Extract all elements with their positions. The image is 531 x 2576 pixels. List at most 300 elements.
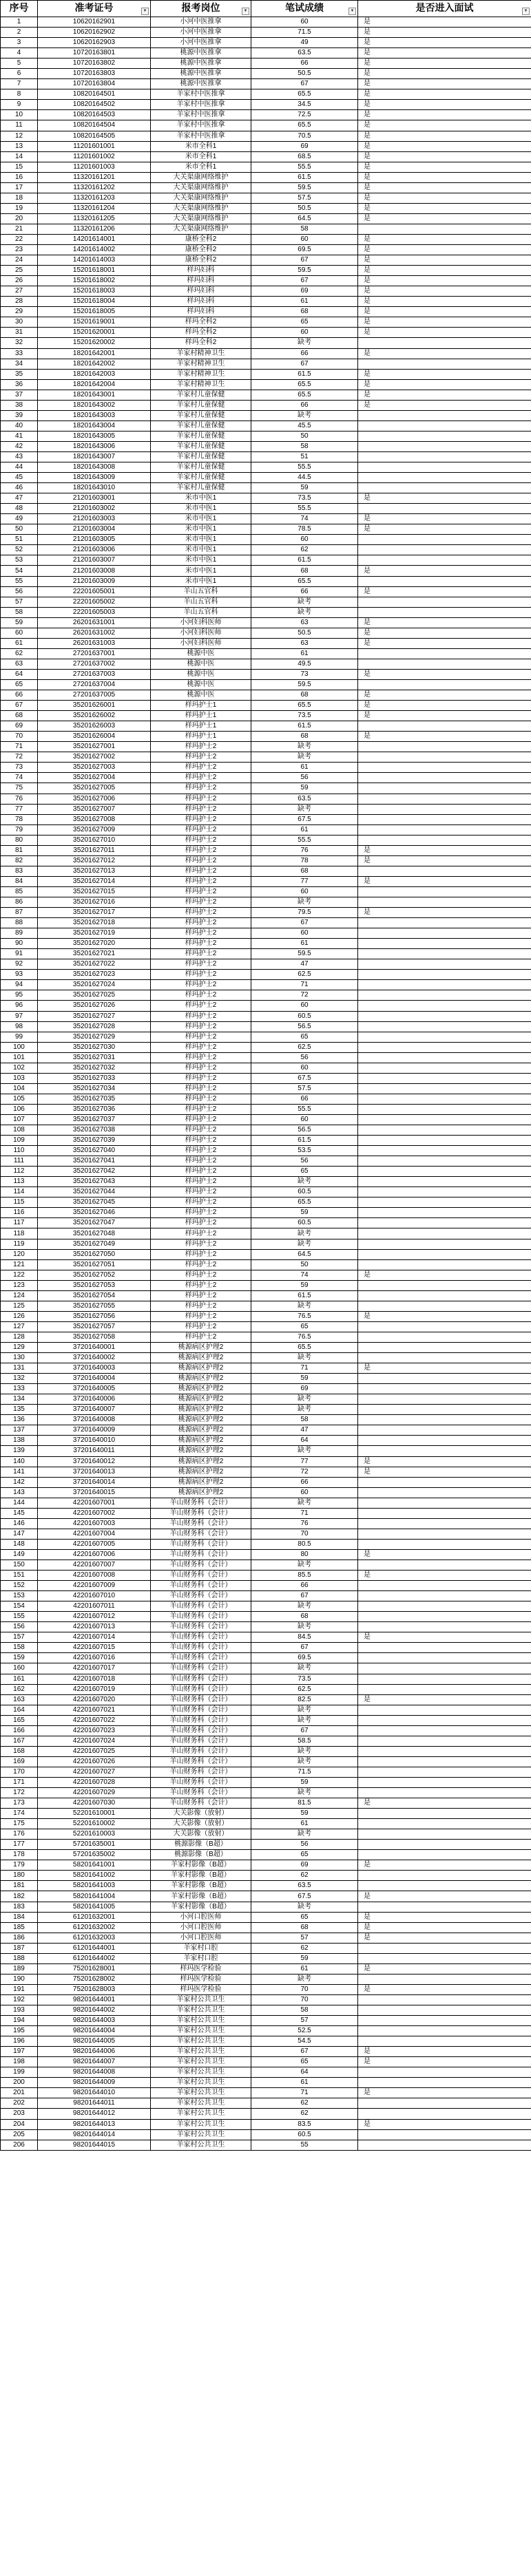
position: 羊家村儿童保健 xyxy=(151,400,251,410)
table-row xyxy=(1,203,531,213)
table-row xyxy=(1,1146,531,1156)
score: 56 xyxy=(251,1156,358,1167)
position: 样玛护士2 xyxy=(151,783,251,794)
col-header-exam-id[interactable] xyxy=(38,1,151,17)
exam-id: 98201644014 xyxy=(38,2129,151,2140)
score: 65.5 xyxy=(251,1343,358,1353)
exam-id: 35201627001 xyxy=(38,742,151,752)
score: 74 xyxy=(251,1270,358,1280)
position: 羊家村公共卫生 xyxy=(151,2067,251,2078)
row-index: 156 xyxy=(1,1622,38,1632)
row-index: 113 xyxy=(1,1177,38,1187)
score: 61 xyxy=(251,648,358,659)
table-row xyxy=(1,69,531,79)
interview-status: 是 xyxy=(358,711,531,721)
exam-id: 42201607004 xyxy=(38,1529,151,1539)
table-row xyxy=(1,348,531,359)
score: 59 xyxy=(251,483,358,493)
row-index: 96 xyxy=(1,1001,38,1011)
row-index: 136 xyxy=(1,1415,38,1425)
exam-id: 58201641001 xyxy=(38,1860,151,1871)
filter-dropdown-icon[interactable]: ▼ xyxy=(348,8,356,15)
row-index: 203 xyxy=(1,2109,38,2119)
score: 58 xyxy=(251,441,358,451)
row-index: 171 xyxy=(1,1777,38,1787)
score: 60 xyxy=(251,328,358,338)
position: 羊山财务科（会计） xyxy=(151,1725,251,1736)
score: 67 xyxy=(251,918,358,928)
table-row xyxy=(1,970,531,980)
position: 羊家村影像（B超） xyxy=(151,1902,251,1912)
row-index: 133 xyxy=(1,1384,38,1394)
table-row xyxy=(1,1218,531,1228)
table-row xyxy=(1,908,531,918)
table-row xyxy=(1,638,531,648)
score: 63 xyxy=(251,617,358,628)
exam-id: 75201628003 xyxy=(38,1984,151,1994)
score: 71.5 xyxy=(251,1767,358,1777)
score: 55.5 xyxy=(251,835,358,845)
position: 羊家村儿童保健 xyxy=(151,441,251,451)
interview-status: 是 xyxy=(358,617,531,628)
interview-status xyxy=(358,1197,531,1208)
exam-id: 35201627058 xyxy=(38,1332,151,1342)
exam-id: 18201643003 xyxy=(38,410,151,421)
interview-status xyxy=(358,1508,531,1518)
table-row xyxy=(1,1508,531,1518)
row-index: 1 xyxy=(1,17,38,28)
exam-id: 98201644013 xyxy=(38,2119,151,2129)
row-index: 50 xyxy=(1,524,38,535)
col-header-position[interactable] xyxy=(151,1,251,17)
position: 样玛护士2 xyxy=(151,908,251,918)
interview-status: 是 xyxy=(358,348,531,359)
position: 羊山财务科（会计） xyxy=(151,1653,251,1663)
interview-status: 是 xyxy=(358,701,531,711)
interview-status xyxy=(358,886,531,897)
score: 71 xyxy=(251,1363,358,1374)
position: 桃源中医推拿 xyxy=(151,79,251,89)
row-index: 102 xyxy=(1,1063,38,1073)
row-index: 55 xyxy=(1,576,38,586)
row-index: 127 xyxy=(1,1321,38,1332)
row-index: 66 xyxy=(1,690,38,701)
score: 50.5 xyxy=(251,628,358,638)
filter-dropdown-icon[interactable]: ▼ xyxy=(522,8,530,15)
position: 大关影像（放射） xyxy=(151,1819,251,1829)
interview-status xyxy=(358,783,531,794)
exam-id: 10620162903 xyxy=(38,38,151,48)
exam-id: 21201603002 xyxy=(38,504,151,514)
position: 羊家村精神卫生 xyxy=(151,348,251,359)
score: 68 xyxy=(251,307,358,317)
score: 66 xyxy=(251,586,358,597)
score: 64.5 xyxy=(251,1249,358,1259)
position: 桃源中医 xyxy=(151,669,251,679)
score: 67 xyxy=(251,1643,358,1653)
row-index: 177 xyxy=(1,1840,38,1850)
row-index: 69 xyxy=(1,721,38,732)
position: 样玛护士2 xyxy=(151,1052,251,1063)
interview-status xyxy=(358,1001,531,1011)
interview-status xyxy=(358,1643,531,1653)
table-row xyxy=(1,1311,531,1321)
position: 桃源病区护理2 xyxy=(151,1415,251,1425)
exam-id: 42201607001 xyxy=(38,1498,151,1508)
interview-status xyxy=(358,2026,531,2036)
row-index: 22 xyxy=(1,234,38,244)
position: 羊山财务科（会计） xyxy=(151,1715,251,1725)
row-index: 24 xyxy=(1,255,38,266)
score: 68 xyxy=(251,566,358,576)
score: 60.5 xyxy=(251,1218,358,1228)
row-index: 167 xyxy=(1,1736,38,1746)
row-index: 193 xyxy=(1,2005,38,2016)
position: 米市全科1 xyxy=(151,141,251,151)
position: 样玛护士2 xyxy=(151,1311,251,1321)
col-header-position-label: 报考岗位 xyxy=(181,3,220,14)
exam-id: 18201642003 xyxy=(38,369,151,379)
row-index: 125 xyxy=(1,1301,38,1311)
row-index: 159 xyxy=(1,1653,38,1663)
interview-status xyxy=(358,1663,531,1674)
interview-status: 是 xyxy=(358,38,531,48)
table-row xyxy=(1,1653,531,1663)
score: 73.5 xyxy=(251,1674,358,1684)
interview-status: 是 xyxy=(358,131,531,141)
row-index: 19 xyxy=(1,203,38,213)
interview-status xyxy=(358,939,531,949)
score: 62 xyxy=(251,545,358,555)
position: 羊山财务科（会计） xyxy=(151,1601,251,1612)
position: 羊山财务科（会计） xyxy=(151,1549,251,1560)
row-index: 14 xyxy=(1,151,38,162)
position: 样玛护士2 xyxy=(151,1218,251,1228)
score: 55.5 xyxy=(251,462,358,473)
score: 56.5 xyxy=(251,1021,358,1032)
row-index: 63 xyxy=(1,659,38,669)
row-index: 95 xyxy=(1,990,38,1001)
table-row xyxy=(1,659,531,669)
interview-status: 是 xyxy=(358,17,531,28)
position: 小河中医推拿 xyxy=(151,38,251,48)
interview-status: 是 xyxy=(358,1571,531,1581)
interview-status: 是 xyxy=(358,2119,531,2129)
table-row xyxy=(1,1850,531,1860)
table-row xyxy=(1,1871,531,1881)
row-index: 17 xyxy=(1,182,38,193)
interview-status xyxy=(358,1974,531,1984)
position: 小河妇科医师 xyxy=(151,617,251,628)
interview-status: 是 xyxy=(358,369,531,379)
interview-status: 是 xyxy=(358,48,531,58)
table-row xyxy=(1,2088,531,2098)
exam-id: 98201644002 xyxy=(38,2005,151,2016)
score: 59 xyxy=(251,1953,358,1963)
table-row xyxy=(1,1394,531,1405)
table-row xyxy=(1,980,531,990)
position: 羊家村口腔 xyxy=(151,1943,251,1953)
score: 66 xyxy=(251,400,358,410)
interview-status xyxy=(358,483,531,493)
row-index: 198 xyxy=(1,2057,38,2067)
row-index: 145 xyxy=(1,1508,38,1518)
exam-id: 18201643005 xyxy=(38,431,151,441)
score: 68 xyxy=(251,866,358,876)
exam-id: 10720163804 xyxy=(38,79,151,89)
interview-status xyxy=(358,224,531,234)
row-index: 43 xyxy=(1,451,38,462)
interview-status xyxy=(358,555,531,566)
exam-id: 21201603006 xyxy=(38,545,151,555)
position: 羊家村儿童保健 xyxy=(151,483,251,493)
table-row xyxy=(1,1104,531,1114)
interview-status xyxy=(358,504,531,514)
table-row xyxy=(1,773,531,783)
table-row xyxy=(1,1001,531,1011)
position: 样玛护士2 xyxy=(151,949,251,959)
interview-status xyxy=(358,1239,531,1249)
row-index: 16 xyxy=(1,172,38,182)
interview-status: 是 xyxy=(358,845,531,855)
exam-id: 35201627031 xyxy=(38,1052,151,1063)
exam-id: 18201643008 xyxy=(38,462,151,473)
score: 76 xyxy=(251,845,358,855)
exam-id: 11320161204 xyxy=(38,203,151,213)
interview-status xyxy=(358,1332,531,1342)
interview-status xyxy=(358,1259,531,1270)
exam-id: 26201631003 xyxy=(38,638,151,648)
position: 样玛护士2 xyxy=(151,866,251,876)
table-row xyxy=(1,2026,531,2036)
exam-id: 42201607012 xyxy=(38,1612,151,1622)
interview-status xyxy=(358,1187,531,1197)
interview-status xyxy=(358,1384,531,1394)
col-header-index-label: 序号 xyxy=(9,3,29,14)
table-row xyxy=(1,1601,531,1612)
table-row xyxy=(1,1405,531,1415)
position: 羊家村影像（B超） xyxy=(151,1891,251,1902)
row-index: 78 xyxy=(1,814,38,824)
score: 65 xyxy=(251,1167,358,1177)
exam-id: 98201644012 xyxy=(38,2109,151,2119)
exam-id: 42201607024 xyxy=(38,1736,151,1746)
position: 大关渠康网络维护 xyxy=(151,213,251,224)
exam-id: 21201603009 xyxy=(38,576,151,586)
row-index: 92 xyxy=(1,959,38,970)
row-index: 52 xyxy=(1,545,38,555)
interview-status: 是 xyxy=(358,2047,531,2057)
table-row xyxy=(1,1156,531,1167)
interview-status: 是 xyxy=(358,328,531,338)
exam-id: 42201607021 xyxy=(38,1705,151,1715)
position: 羊山财务科（会计） xyxy=(151,1632,251,1643)
row-index: 111 xyxy=(1,1156,38,1167)
position: 羊家村儿童保健 xyxy=(151,451,251,462)
score: 66 xyxy=(251,58,358,69)
score: 60 xyxy=(251,1114,358,1125)
interview-status: 是 xyxy=(358,493,531,504)
row-index: 152 xyxy=(1,1581,38,1591)
score: 57 xyxy=(251,1933,358,1943)
exam-id: 35201627014 xyxy=(38,876,151,886)
exam-id: 35201626004 xyxy=(38,732,151,742)
score: 65.5 xyxy=(251,1197,358,1208)
row-index: 181 xyxy=(1,1881,38,1891)
score: 65.5 xyxy=(251,89,358,100)
table-row xyxy=(1,1684,531,1694)
interview-status: 是 xyxy=(358,1891,531,1902)
row-index: 158 xyxy=(1,1643,38,1653)
position: 桃源病区护理2 xyxy=(151,1353,251,1363)
score: 67.5 xyxy=(251,1891,358,1902)
interview-status xyxy=(358,1498,531,1508)
filter-dropdown-icon[interactable]: ▼ xyxy=(141,8,149,15)
table-row xyxy=(1,48,531,58)
table-row xyxy=(1,89,531,100)
row-index: 81 xyxy=(1,845,38,855)
exam-id: 11320161201 xyxy=(38,172,151,182)
row-index: 72 xyxy=(1,752,38,763)
interview-status xyxy=(358,1446,531,1456)
position: 桃源病区护理2 xyxy=(151,1425,251,1436)
score: 61 xyxy=(251,297,358,307)
score: 64.5 xyxy=(251,213,358,224)
table-row xyxy=(1,1581,531,1591)
interview-status xyxy=(358,1829,531,1840)
interview-status: 是 xyxy=(358,1467,531,1477)
score: 59 xyxy=(251,1374,358,1384)
exam-id: 75201628002 xyxy=(38,1974,151,1984)
interview-status xyxy=(358,1684,531,1694)
score: 缺考 xyxy=(251,742,358,752)
score: 缺考 xyxy=(251,1405,358,1415)
position: 米市全科1 xyxy=(151,151,251,162)
interview-status: 是 xyxy=(358,1549,531,1560)
interview-status xyxy=(358,410,531,421)
exam-id: 35201627020 xyxy=(38,939,151,949)
score: 65 xyxy=(251,1912,358,1922)
col-header-interview[interactable] xyxy=(358,1,531,17)
score: 56 xyxy=(251,1052,358,1063)
score: 64 xyxy=(251,1436,358,1446)
score: 82.5 xyxy=(251,1694,358,1705)
table-row xyxy=(1,1622,531,1632)
row-index: 75 xyxy=(1,783,38,794)
table-row xyxy=(1,1715,531,1725)
row-index: 157 xyxy=(1,1632,38,1643)
table-row xyxy=(1,1612,531,1622)
row-index: 67 xyxy=(1,701,38,711)
row-index: 20 xyxy=(1,213,38,224)
row-index: 5 xyxy=(1,58,38,69)
interview-status xyxy=(358,1177,531,1187)
exam-id: 35201627004 xyxy=(38,773,151,783)
score: 67 xyxy=(251,255,358,266)
exam-id: 21201603001 xyxy=(38,493,151,504)
position: 羊家村公共卫生 xyxy=(151,2088,251,2098)
position: 米市全科1 xyxy=(151,162,251,172)
table-row xyxy=(1,1788,531,1798)
table-row xyxy=(1,1829,531,1840)
interview-status xyxy=(358,1756,531,1767)
exam-id: 35201627052 xyxy=(38,1270,151,1280)
row-index: 150 xyxy=(1,1560,38,1570)
interview-status xyxy=(358,990,531,1001)
table-row xyxy=(1,369,531,379)
position: 样玛妇科 xyxy=(151,307,251,317)
filter-dropdown-icon[interactable]: ▼ xyxy=(242,8,249,15)
row-index: 199 xyxy=(1,2067,38,2078)
exam-id: 35201627023 xyxy=(38,970,151,980)
row-index: 37 xyxy=(1,390,38,400)
interview-status xyxy=(358,1487,531,1498)
table-row xyxy=(1,462,531,473)
exam-id: 27201637005 xyxy=(38,690,151,701)
exam-id: 11320161203 xyxy=(38,193,151,203)
table-row xyxy=(1,1021,531,1032)
exam-id: 15201618004 xyxy=(38,297,151,307)
row-index: 138 xyxy=(1,1436,38,1446)
row-index: 108 xyxy=(1,1125,38,1136)
position: 米市中医1 xyxy=(151,514,251,524)
table-row xyxy=(1,1798,531,1809)
score: 77 xyxy=(251,876,358,886)
score: 55 xyxy=(251,2140,358,2150)
interview-status: 是 xyxy=(358,524,531,535)
table-row xyxy=(1,1736,531,1746)
position: 桃源病区护理2 xyxy=(151,1487,251,1498)
position: 样玛护士2 xyxy=(151,824,251,835)
interview-status: 是 xyxy=(358,1933,531,1943)
col-header-score[interactable] xyxy=(251,1,358,17)
position: 羊山财务科（会计） xyxy=(151,1674,251,1684)
interview-status xyxy=(358,1902,531,1912)
exam-id: 98201644004 xyxy=(38,2026,151,2036)
exam-id: 11201601002 xyxy=(38,151,151,162)
table-row xyxy=(1,38,531,48)
exam-id: 37201640013 xyxy=(38,1467,151,1477)
row-index: 195 xyxy=(1,2026,38,2036)
interview-status xyxy=(358,1715,531,1725)
row-index: 105 xyxy=(1,1094,38,1104)
position: 样玛护士2 xyxy=(151,742,251,752)
row-index: 13 xyxy=(1,141,38,151)
interview-status xyxy=(358,1560,531,1570)
table-row xyxy=(1,1539,531,1549)
interview-status xyxy=(358,794,531,804)
row-index: 206 xyxy=(1,2140,38,2150)
score: 缺考 xyxy=(251,1622,358,1632)
position: 样玛护士2 xyxy=(151,835,251,845)
row-index: 170 xyxy=(1,1767,38,1777)
interview-status xyxy=(358,473,531,483)
table-row xyxy=(1,1963,531,1974)
table-row xyxy=(1,1498,531,1508)
exam-id: 10720163802 xyxy=(38,58,151,69)
interview-status xyxy=(358,1994,531,2005)
position: 米市中医1 xyxy=(151,566,251,576)
score: 61.5 xyxy=(251,1136,358,1146)
interview-status: 是 xyxy=(358,193,531,203)
exam-id: 42201607005 xyxy=(38,1539,151,1549)
interview-status xyxy=(358,1021,531,1032)
exam-id: 61201632002 xyxy=(38,1922,151,1933)
table-row xyxy=(1,2140,531,2150)
exam-id: 37201640011 xyxy=(38,1446,151,1456)
row-index: 26 xyxy=(1,276,38,286)
score: 缺考 xyxy=(251,1394,358,1405)
